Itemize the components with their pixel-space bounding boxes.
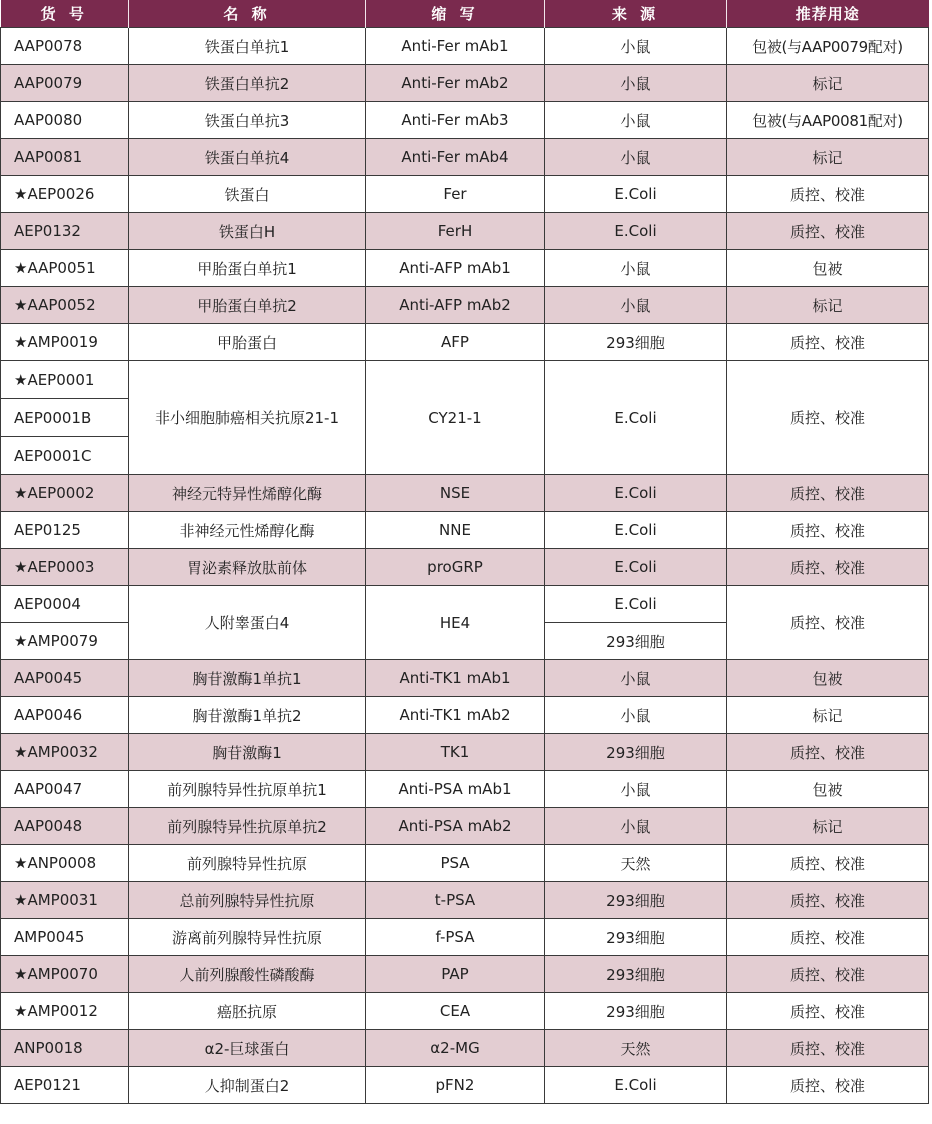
- cell-name: 神经元特异性烯醇化酶: [129, 475, 366, 512]
- cell-abbreviation: Anti-Fer mAb1: [366, 28, 545, 65]
- table-row: [1, 956, 929, 993]
- cell-use: 包被(与AAP0081配对): [727, 102, 929, 139]
- table-row: [1, 549, 929, 586]
- cell-name: 总前列腺特异性抗原: [129, 882, 366, 919]
- cell-abbreviation: HE4: [366, 586, 545, 660]
- cell-sku: AAP0045: [1, 660, 129, 697]
- table-row: [1, 475, 929, 512]
- cell-source: 天然: [545, 1030, 727, 1067]
- header-sku: 货 号: [1, 0, 129, 28]
- cell-name: 甲胎蛋白: [129, 324, 366, 361]
- cell-abbreviation: Anti-AFP mAb2: [366, 287, 545, 324]
- cell-sku: AAP0080: [1, 102, 129, 139]
- cell-source: E.Coli: [545, 512, 727, 549]
- cell-sku: AEP0001B: [1, 399, 129, 437]
- table-row: [1, 845, 929, 882]
- cell-abbreviation: t-PSA: [366, 882, 545, 919]
- cell-source: E.Coli: [545, 549, 727, 586]
- cell-abbreviation: PAP: [366, 956, 545, 993]
- cell-use: 质控、校准: [727, 176, 929, 213]
- cell-name: 前列腺特异性抗原单抗2: [129, 808, 366, 845]
- cell-sku: AEP0001C: [1, 437, 129, 475]
- cell-abbreviation: Anti-Fer mAb3: [366, 102, 545, 139]
- cell-name: 铁蛋白H: [129, 213, 366, 250]
- cell-name: 人抑制蛋白2: [129, 1067, 366, 1104]
- cell-abbreviation: PSA: [366, 845, 545, 882]
- cell-use: 标记: [727, 287, 929, 324]
- cell-sku: ★AMP0031: [1, 882, 129, 919]
- cell-use: 包被: [727, 250, 929, 287]
- cell-abbreviation: NSE: [366, 475, 545, 512]
- cell-source: 小鼠: [545, 102, 727, 139]
- table-row: [1, 697, 929, 734]
- table-row: [1, 1030, 929, 1067]
- cell-sku: ★AMP0079: [1, 623, 129, 660]
- cell-abbreviation: Fer: [366, 176, 545, 213]
- cell-abbreviation: Anti-AFP mAb1: [366, 250, 545, 287]
- cell-sku: ★AEP0001: [1, 361, 129, 399]
- cell-name: 胸苷激酶1单抗2: [129, 697, 366, 734]
- table-row: [1, 512, 929, 549]
- table-row: [1, 771, 929, 808]
- cell-sku: ★ANP0008: [1, 845, 129, 882]
- table-row-group-cy21: [1, 361, 929, 399]
- header-name: 名 称: [129, 0, 366, 28]
- cell-source: 293细胞: [545, 882, 727, 919]
- header-recommended-use: 推荐用途: [727, 0, 929, 28]
- cell-source: 小鼠: [545, 287, 727, 324]
- table-row: [1, 213, 929, 250]
- cell-name: 癌胚抗原: [129, 993, 366, 1030]
- table-row-group-he4: [1, 586, 929, 623]
- cell-source: 小鼠: [545, 250, 727, 287]
- cell-sku: AEP0004: [1, 586, 129, 623]
- cell-source: E.Coli: [545, 176, 727, 213]
- header-source: 来 源: [545, 0, 727, 28]
- table-row: [1, 65, 929, 102]
- cell-source: E.Coli: [545, 586, 727, 623]
- cell-use: 质控、校准: [727, 213, 929, 250]
- cell-source: 小鼠: [545, 139, 727, 176]
- cell-use: 质控、校准: [727, 882, 929, 919]
- table-row: [1, 660, 929, 697]
- cell-source: 小鼠: [545, 660, 727, 697]
- cell-abbreviation: f-PSA: [366, 919, 545, 956]
- cell-use: 质控、校准: [727, 993, 929, 1030]
- cell-abbreviation: CEA: [366, 993, 545, 1030]
- table-row: [1, 176, 929, 213]
- cell-use: 质控、校准: [727, 1030, 929, 1067]
- cell-abbreviation: Anti-TK1 mAb1: [366, 660, 545, 697]
- cell-use: 质控、校准: [727, 734, 929, 771]
- cell-abbreviation: Anti-Fer mAb2: [366, 65, 545, 102]
- table-row: [1, 734, 929, 771]
- cell-sku: ★AEP0026: [1, 176, 129, 213]
- cell-use: 质控、校准: [727, 549, 929, 586]
- cell-sku: AEP0125: [1, 512, 129, 549]
- cell-name: 胸苷激酶1单抗1: [129, 660, 366, 697]
- cell-abbreviation: α2-MG: [366, 1030, 545, 1067]
- cell-use: 质控、校准: [727, 845, 929, 882]
- cell-abbreviation: FerH: [366, 213, 545, 250]
- cell-name: 胸苷激酶1: [129, 734, 366, 771]
- cell-use: 标记: [727, 697, 929, 734]
- cell-abbreviation: TK1: [366, 734, 545, 771]
- cell-abbreviation: pFN2: [366, 1067, 545, 1104]
- cell-sku: AAP0047: [1, 771, 129, 808]
- cell-name: 非小细胞肺癌相关抗原21-1: [129, 361, 366, 475]
- table-row: [1, 287, 929, 324]
- cell-sku: AMP0045: [1, 919, 129, 956]
- cell-name: 人前列腺酸性磷酸酶: [129, 956, 366, 993]
- cell-abbreviation: proGRP: [366, 549, 545, 586]
- cell-use: 质控、校准: [727, 586, 929, 660]
- cell-use: 质控、校准: [727, 1067, 929, 1104]
- cell-source: E.Coli: [545, 475, 727, 512]
- cell-sku: ★AMP0019: [1, 324, 129, 361]
- cell-use: 标记: [727, 139, 929, 176]
- cell-sku: AEP0121: [1, 1067, 129, 1104]
- table-row: [1, 250, 929, 287]
- cell-name: 铁蛋白: [129, 176, 366, 213]
- cell-source: 293细胞: [545, 956, 727, 993]
- cell-source: 小鼠: [545, 65, 727, 102]
- cell-use: 质控、校准: [727, 324, 929, 361]
- cell-use: 质控、校准: [727, 361, 929, 475]
- cell-sku: AEP0132: [1, 213, 129, 250]
- cell-use: 包被: [727, 771, 929, 808]
- cell-sku: AAP0079: [1, 65, 129, 102]
- cell-source: 小鼠: [545, 28, 727, 65]
- cell-name: 前列腺特异性抗原单抗1: [129, 771, 366, 808]
- cell-source: 293细胞: [545, 734, 727, 771]
- cell-sku: ★AEP0002: [1, 475, 129, 512]
- cell-name: 铁蛋白单抗3: [129, 102, 366, 139]
- cell-use: 包被: [727, 660, 929, 697]
- cell-source: 293细胞: [545, 919, 727, 956]
- cell-source: E.Coli: [545, 1067, 727, 1104]
- cell-name: 甲胎蛋白单抗2: [129, 287, 366, 324]
- table-row: [1, 1067, 929, 1104]
- cell-sku: ★AAP0052: [1, 287, 129, 324]
- cell-use: 质控、校准: [727, 475, 929, 512]
- cell-sku: AAP0048: [1, 808, 129, 845]
- table-row: [1, 882, 929, 919]
- cell-source: 293细胞: [545, 623, 727, 660]
- cell-sku: ★AAP0051: [1, 250, 129, 287]
- cell-name: α2-巨球蛋白: [129, 1030, 366, 1067]
- cell-source: E.Coli: [545, 213, 727, 250]
- table-row: [1, 919, 929, 956]
- cell-sku: ★AMP0012: [1, 993, 129, 1030]
- cell-sku: ★AMP0070: [1, 956, 129, 993]
- cell-sku: AAP0081: [1, 139, 129, 176]
- cell-name: 前列腺特异性抗原: [129, 845, 366, 882]
- cell-sku: ANP0018: [1, 1030, 129, 1067]
- cell-abbreviation: Anti-TK1 mAb2: [366, 697, 545, 734]
- table-header-row: [1, 0, 929, 28]
- cell-source: 天然: [545, 845, 727, 882]
- table-row: [1, 993, 929, 1030]
- cell-sku: AAP0078: [1, 28, 129, 65]
- cell-source: 293细胞: [545, 993, 727, 1030]
- cell-source: 小鼠: [545, 697, 727, 734]
- cell-use: 标记: [727, 808, 929, 845]
- header-abbreviation: 缩 写: [366, 0, 545, 28]
- cell-use: 包被(与AAP0079配对): [727, 28, 929, 65]
- cell-name: 铁蛋白单抗1: [129, 28, 366, 65]
- cell-name: 铁蛋白单抗4: [129, 139, 366, 176]
- table-row: [1, 28, 929, 65]
- cell-name: 人附睾蛋白4: [129, 586, 366, 660]
- cell-sku: ★AMP0032: [1, 734, 129, 771]
- cell-abbreviation: NNE: [366, 512, 545, 549]
- cell-source: 小鼠: [545, 808, 727, 845]
- cell-use: 质控、校准: [727, 512, 929, 549]
- cell-name: 非神经元性烯醇化酶: [129, 512, 366, 549]
- cell-use: 质控、校准: [727, 919, 929, 956]
- cell-source: E.Coli: [545, 361, 727, 475]
- cell-abbreviation: Anti-PSA mAb1: [366, 771, 545, 808]
- cell-source: 小鼠: [545, 771, 727, 808]
- table-row: [1, 139, 929, 176]
- cell-source: 293细胞: [545, 324, 727, 361]
- cell-sku: ★AEP0003: [1, 549, 129, 586]
- cell-name: 铁蛋白单抗2: [129, 65, 366, 102]
- cell-name: 游离前列腺特异性抗原: [129, 919, 366, 956]
- cell-use: 标记: [727, 65, 929, 102]
- cell-sku: AAP0046: [1, 697, 129, 734]
- cell-abbreviation: CY21-1: [366, 361, 545, 475]
- table-row: [1, 102, 929, 139]
- cell-abbreviation: AFP: [366, 324, 545, 361]
- cell-abbreviation: Anti-Fer mAb4: [366, 139, 545, 176]
- cell-use: 质控、校准: [727, 956, 929, 993]
- cell-name: 胃泌素释放肽前体: [129, 549, 366, 586]
- cell-abbreviation: Anti-PSA mAb2: [366, 808, 545, 845]
- table-row: [1, 324, 929, 361]
- cell-name: 甲胎蛋白单抗1: [129, 250, 366, 287]
- table-row: [1, 808, 929, 845]
